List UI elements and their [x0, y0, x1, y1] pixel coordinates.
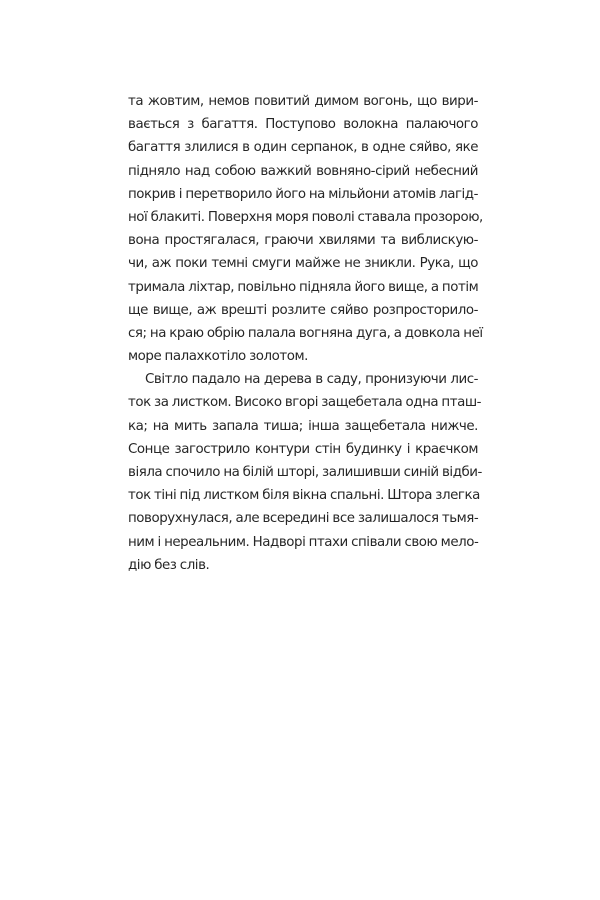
text-line: підняло над собою важкий вовняно-сірий небесний: [128, 163, 478, 179]
paragraph-1: [128, 90, 483, 368]
text-line: ка; на мить запала тиша; інша защебетала нижче.: [128, 418, 478, 434]
paragraph-2: [128, 368, 482, 577]
text-line: ток за листком. Високо вгорі защебетала одна пташ-: [128, 395, 482, 411]
text-line: тримала ліхтар, повільно підняла його вище, а потім: [128, 279, 479, 295]
text-line: ним і нереальним. Надворі птахи співали свою мело-: [128, 534, 479, 550]
text-line: Сонце загострило контури стін будинку і краєчком: [128, 441, 478, 457]
text-line: чи, аж поки темні смуги майже не зникли. Рука, що: [128, 256, 478, 272]
text-line: ся; на краю обрію палала вогняна дуга, а довкола неї: [128, 325, 483, 341]
text-line: Світло падало на дерева в саду, пронизуючи лис-: [145, 372, 478, 388]
text-line: вається з багаття. Поступово волокна палаючого: [128, 117, 478, 133]
text-line: ще вище, аж врешті розлите сяйво розпросторило-: [128, 302, 478, 318]
text-line: та жовтим, немов повитий димом вогонь, що вири-: [128, 94, 478, 109]
text-line: море палахкотіло золотом.: [128, 349, 308, 365]
text-line: багаття злилися в один серпанок, в одне сяйво, яке: [128, 140, 478, 156]
body-text: [128, 90, 483, 577]
text-line: покрив і перетворило його на мільйони атомів лагід-: [128, 186, 478, 202]
text-line: ної блакиті. Поверхня моря поволі ставала прозорою,: [128, 209, 483, 225]
text-line: віяла спочило на білій шторі, залишивши синій відби-: [128, 465, 482, 480]
text-line: вона простягалася, граючи хвилями та виблискую-: [128, 233, 478, 249]
text-line: ток тіні під листком біля вікна спальні. Штора злегка: [128, 488, 480, 504]
text-line: поворухнулася, але всередині все залишалося тьмя-: [128, 511, 479, 527]
text-line: дію без слів.: [128, 557, 210, 573]
